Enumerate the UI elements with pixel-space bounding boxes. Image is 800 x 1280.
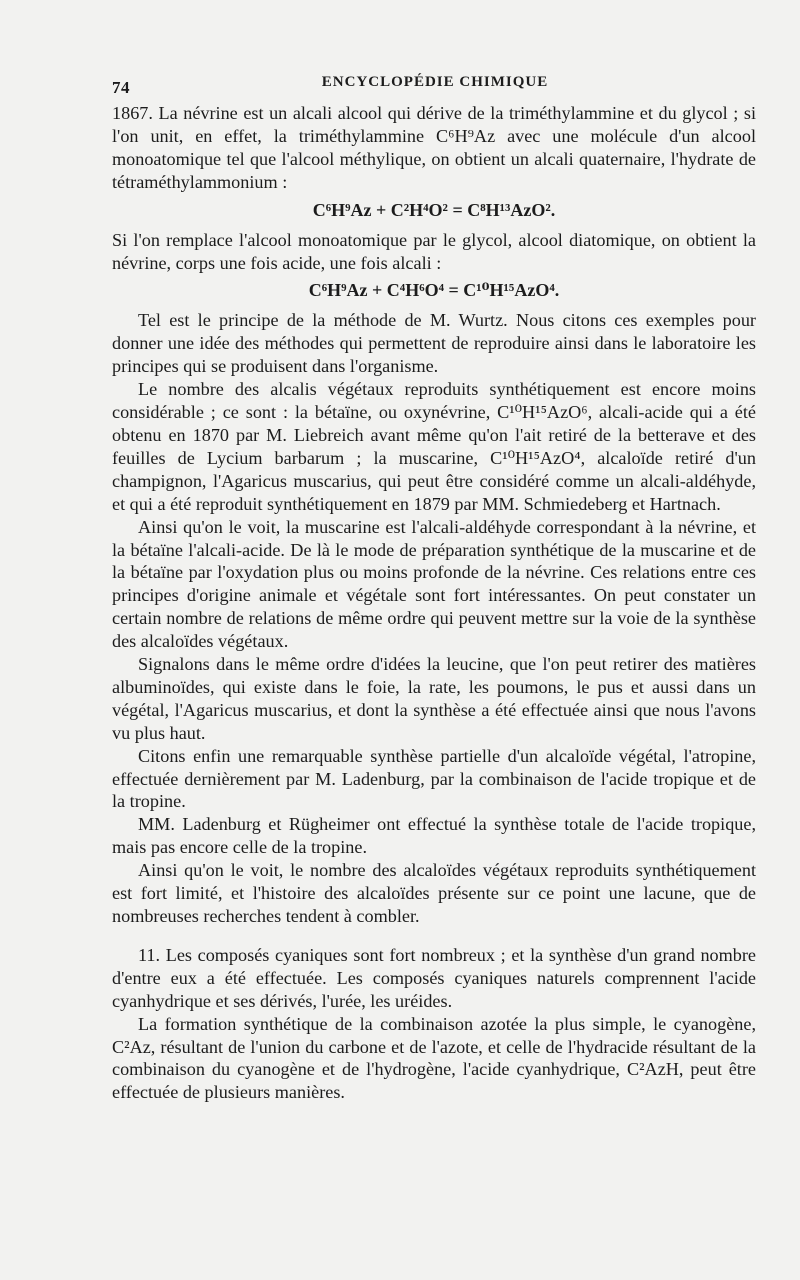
paragraph: Tel est le principe de la méthode de M. Wurtz. Nous citons ces exemples pour donner une idée des méthodes qui permettent de reproduire ainsi dans le laboratoire les principes qui se produisent dans l'organisme. (112, 310, 756, 377)
paragraph: 11. Les composés cyaniques sont fort nombreux ; et la synthèse d'un grand nombre d'entre eux a été effectuée. Les composés cyaniques naturels comprennent l'acide cyanhydrique et ses dérivés, l'urée, les uréides. (112, 944, 756, 1011)
paragraph: La formation synthétique de la combinaison azotée la plus simple, le cyanogène, C²Az, résultant de l'union du carbone et de l'azote, et celle de l'hydracide résultant de la combinaison du cyanogène et de l'hydrogène, l'acide cyanhydrique, C²AzH, peut être effectuée de plusieurs manières. (112, 1013, 756, 1103)
running-title: ENCYCLOPÉDIE CHIMIQUE (321, 74, 549, 90)
chemical-formula: C⁶H⁹Az + C²H⁴O² = C⁸H¹³AzO². (312, 199, 556, 220)
page-body (112, 102, 756, 1104)
paragraph: Ainsi qu'on le voit, le nombre des alcaloïdes végétaux reproduits synthétiquement est fort limité, et l'histoire des alcaloïdes présente sur ce point une lacune, que de nombreuses recherches tendent à combler. (112, 860, 756, 926)
paragraph: 1867. La névrine est un alcali alcool qui dérive de la triméthylammine et du glycol ; si l'on unit, en effet, la triméthylammine C⁶H⁹Az avec une molécule d'un alcool monoatomique tel que l'alcool méthylique, on obtient un alcali quaternaire, l'hydrate de tétraméthylammonium : (112, 103, 756, 192)
chemical-formula: C⁶H⁹Az + C⁴H⁶O⁴ = C¹⁰H¹⁵AzO⁴. (308, 280, 560, 301)
section-gap (112, 928, 756, 944)
paragraph: Si l'on remplace l'alcool monoatomique par le glycol, alcool diatomique, on obtient la névrine, corps une fois acide, une fois alcali : (112, 229, 756, 273)
paragraph: Ainsi qu'on le voit, la muscarine est l'alcali-aldéhyde correspondant à la névrine, et la bétaïne l'alcali-acide. De là le mode de préparation synthétique de la muscarine et de la bétaïne par l'oxydation plus ou moins profonde de la névrine. Ces relations entre ces principes d'origine animale et végétale sont fort intéressantes. On peut constater un certain nombre de relations de même ordre qui peuvent mettre sur la voie de la synthèse des alcaloïdes végétaux. (112, 516, 756, 652)
page-number: 74 (112, 78, 130, 97)
paragraph: MM. Ladenburg et Rügheimer ont effectué la synthèse totale de l'acide tropique, mais pas encore celle de la tropine. (112, 814, 756, 858)
paragraph: Le nombre des alcalis végétaux reproduits synthétiquement est encore moins considérable ; ce sont : la bétaïne, ou oxynévrine, C¹⁰H¹⁵AzO⁶, alcali-acide qui a été obtenu en 1870 par M. Liebreich avant même qu'on l'ait retiré de la betterave et des feuilles de Lycium barbarum ; la muscarine, C¹⁰H¹⁵AzO⁴, alcaloïde retiré d'un champignon, l'Agaricus muscarius, qui peut être considéré comme un alcali-aldéhyde, et qui a été reproduit synthétiquement en 1879 par MM. Schmiedeberg et Hartnach. (112, 379, 756, 514)
paragraph: Signalons dans le même ordre d'idées la leucine, que l'on peut retirer des matières albuminoïdes, qui existe dans le foie, la rate, les poumons, le pus et aussi dans un végétal, l'Agaricus muscarius, et dont la synthèse a été effectuée ainsi que nous l'avons vu plus haut. (112, 654, 756, 743)
paragraph: Citons enfin une remarquable synthèse partielle d'un alcaloïde végétal, l'atropine, effectuée dernièrement par M. Ladenburg, par la combinaison de l'acide tropique et de la tropine. (112, 745, 756, 812)
